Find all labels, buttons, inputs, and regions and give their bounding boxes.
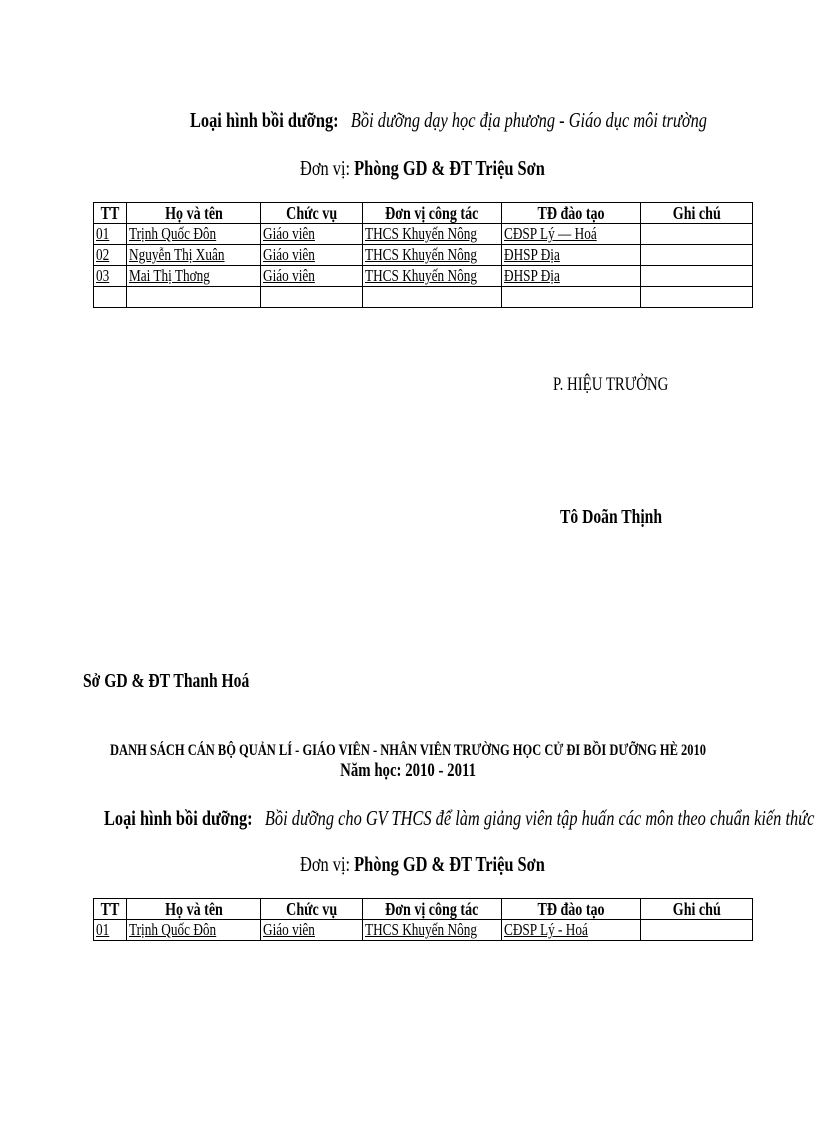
table-row (94, 245, 753, 266)
table-cell: THCS Khuyến Nông (363, 224, 502, 245)
header-cell: TT (94, 899, 127, 920)
table-cell: Giáo viên (261, 224, 363, 245)
training-type-value: Bồi dưỡng dạy học địa phương - Giáo dục môi trường (350, 108, 707, 132)
table-cell: CĐSP Lý - Hoá (502, 920, 641, 941)
table-cell (641, 287, 753, 308)
table-cell (641, 224, 753, 245)
table-cell: ĐHSP Địa (502, 266, 641, 287)
department-name: Sở GD & ĐT Thanh Hoá (83, 670, 250, 692)
table-row (94, 920, 753, 941)
table-cell (363, 287, 502, 308)
unit-value: Phòng GD & ĐT Triệu Sơn (354, 852, 545, 876)
header-cell: Chức vụ (261, 203, 363, 224)
table-cell: 01 (94, 920, 127, 941)
unit-line-2 (300, 852, 614, 877)
header-cell: Chức vụ (261, 899, 363, 920)
training-type-value: Bồi dưỡng cho GV THCS để làm giảng viên tập huấn các môn theo chuẩn kiến thức (264, 806, 815, 830)
table-header-row (94, 899, 753, 920)
training-type-line-2 (104, 806, 816, 831)
table-cell: THCS Khuyến Nông (363, 245, 502, 266)
training-type-line-1 (190, 108, 816, 133)
table-cell (641, 920, 753, 941)
table-row (94, 266, 753, 287)
header-cell: Họ và tên (127, 203, 261, 224)
table-cell: 01 (94, 224, 127, 245)
table-cell: Mai Thị Thơng (127, 266, 261, 287)
table-cell (502, 287, 641, 308)
table-cell: Giáo viên (261, 245, 363, 266)
table-cell: Giáo viên (261, 920, 363, 941)
training-type-label: Loại hình bồi dưỡng: (190, 108, 339, 132)
unit-label: Đơn vị: (300, 156, 351, 180)
table-cell: Trịnh Quốc Đôn (127, 920, 261, 941)
table-cell: ĐHSP Địa (502, 245, 641, 266)
school-year: Năm học: 2010 - 2011 (340, 760, 476, 781)
table-cell: Giáo viên (261, 266, 363, 287)
header-cell: TT (94, 203, 127, 224)
training-type-label: Loại hình bồi dưỡng: (104, 806, 253, 830)
table-cell (94, 287, 127, 308)
table-cell: CĐSP Lý — Hoá (502, 224, 641, 245)
header-cell: Ghi chú (641, 203, 753, 224)
table-cell (641, 266, 753, 287)
header-cell: Ghi chú (641, 899, 753, 920)
header-cell: Đơn vị công tác (363, 203, 502, 224)
table-cell: 02 (94, 245, 127, 266)
table-cell: Trịnh Quốc Đôn (127, 224, 261, 245)
header-cell: Họ và tên (127, 899, 261, 920)
unit-line-1 (300, 156, 614, 181)
unit-label: Đơn vị: (300, 852, 351, 876)
table-row (94, 224, 753, 245)
header-cell: TĐ đào tạo (502, 899, 641, 920)
table-cell: THCS Khuyến Nông (363, 266, 502, 287)
signature-title: P. HIỆU TRƯỞNG (553, 374, 669, 395)
table-header-row (94, 203, 753, 224)
table-cell (641, 245, 753, 266)
header-cell: TĐ đào tạo (502, 203, 641, 224)
table-cell (261, 287, 363, 308)
table-cell: 03 (94, 266, 127, 287)
unit-value: Phòng GD & ĐT Triệu Sơn (354, 156, 545, 180)
table-row (94, 287, 753, 308)
staff-table-1 (93, 202, 753, 308)
signature-name: Tô Doãn Thịnh (560, 506, 663, 528)
table-cell: Nguyễn Thị Xuân (127, 245, 261, 266)
list-title: DANH SÁCH CÁN BỘ QUẢN LÍ - GIÁO VIÊN - NHÂN VIÊN TRƯỜNG HỌC CỬ ĐI BỒI DƯỠNG HÈ 2010 (110, 742, 706, 759)
header-cell: Đơn vị công tác (363, 899, 502, 920)
staff-table-2 (93, 898, 753, 941)
table-cell (127, 287, 261, 308)
table-cell: THCS Khuyến Nông (363, 920, 502, 941)
